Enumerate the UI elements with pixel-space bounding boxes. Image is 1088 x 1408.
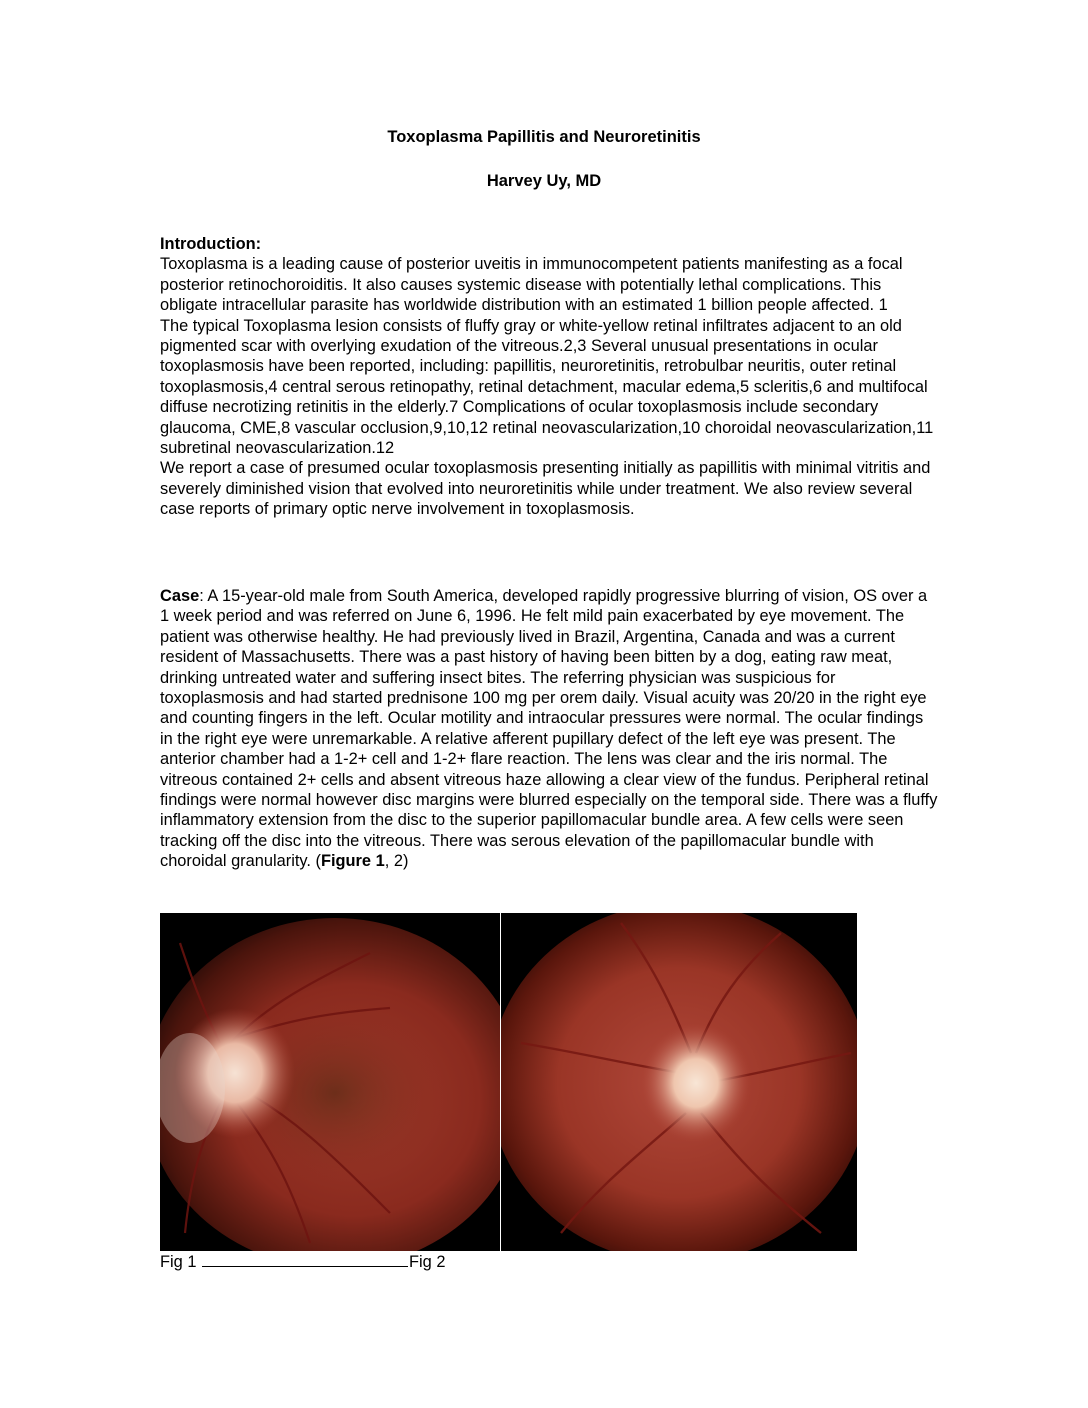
fundus-image-2: [501, 913, 857, 1251]
paper-title: Toxoplasma Papillitis and Neuroretinitis: [387, 128, 701, 146]
paper-author: Harvey Uy, MD: [486, 172, 602, 190]
caption-fig-2: Fig 2: [409, 1253, 446, 1271]
figure-reference-rest: , 2): [384, 852, 409, 871]
introduction-section: [160, 234, 940, 520]
caption-fig-1: Fig 1: [160, 1253, 201, 1271]
introduction-paragraph-2: The typical Toxoplasma lesion consists of fluffy gray or white-yellow retinal infiltrates adjacent to an old pigmented scar with overlying exudation of the vitreous.2,3 Several unusual presentations in ocular toxoplasmosis have been reported, including: papillitis, neuroretinitis, retrobulbar neuritis, outer retinal toxoplasmosis,4 central serous retinopathy, retinal detachment, macular edema,5 scleritis,6 and multifocal diffuse necrotizing retinitis in the elderly.7 Complications of ocular toxoplasmosis include secondary glaucoma, CME,8 vascular occlusion,9,10,12 retinal neovascularization,10 choroidal neovascularization,11 subretinal neovascularization.12: [160, 316, 934, 458]
case-text: : A 15-year-old male from South America, developed rapidly progressive blurring of vision, OS over a 1 week period and was referred on June 6, 1996. He felt mild pain exacerbated by eye movement. The patient was otherwise healthy. He had previously lived in Brazil, Argentina, Canada and was a current resident of Massachusetts. There was a past history of having been bitten by a dog, eating raw meat, drinking untreated water and suffering insect bites. The referring physician was suspicious for toxoplasmosis and had started prednisone 100 mg per orem daily. Visual acuity was 20/20 in the right eye and counting fingers in the left. Ocular motility and intraocular pressures were normal. The ocular findings in the right eye were unremarkable. A relative afferent pupillary defect of the left eye was present. The anterior chamber had a 1-2+ cell and 1-2+ flare reaction. The lens was clear and the iris normal. The vitreous contained 2+ cells and absent vitreous haze allowing a clear view of the fundus. Peripheral retinal findings were normal however disc margins were blurred especially on the temporal side. There was a fluffy inflammatory extension from the disc to the superior papillomacular bundle area. A few cells were seen tracking off the disc into the vitreous. There was serous elevation of the papillomacular bundle with choroidal granularity. (: [160, 587, 938, 871]
introduction-paragraph-1: Toxoplasma is a leading cause of posterior uveitis in immunocompetent patients manifesting as a focal posterior retinochoroiditis. It also causes systemic disease with potentially lethal complications. This obligate intracellular parasite has worldwide distribution with an estimated 1 billion people affected. 1: [160, 255, 903, 315]
figure-caption: [160, 1252, 445, 1272]
figure-reference: Figure 1: [320, 852, 385, 871]
figure-1-fundus-photo: [160, 913, 500, 1251]
introduction-heading: Introduction:: [160, 235, 262, 253]
fundus-image-1: [160, 913, 500, 1251]
figure-2-fundus-photo: [501, 913, 857, 1251]
case-label: Case: [160, 587, 200, 605]
introduction-paragraph-3: We report a case of presumed ocular toxoplasmosis presenting initially as papillitis with minimal vitritis and severely diminished vision that evolved into neuroretinitis while under treatment. We also review several case reports of primary optic nerve involvement in toxoplasmosis.: [160, 459, 931, 519]
caption-underline-separator: [202, 1252, 408, 1267]
case-section: [160, 586, 940, 872]
